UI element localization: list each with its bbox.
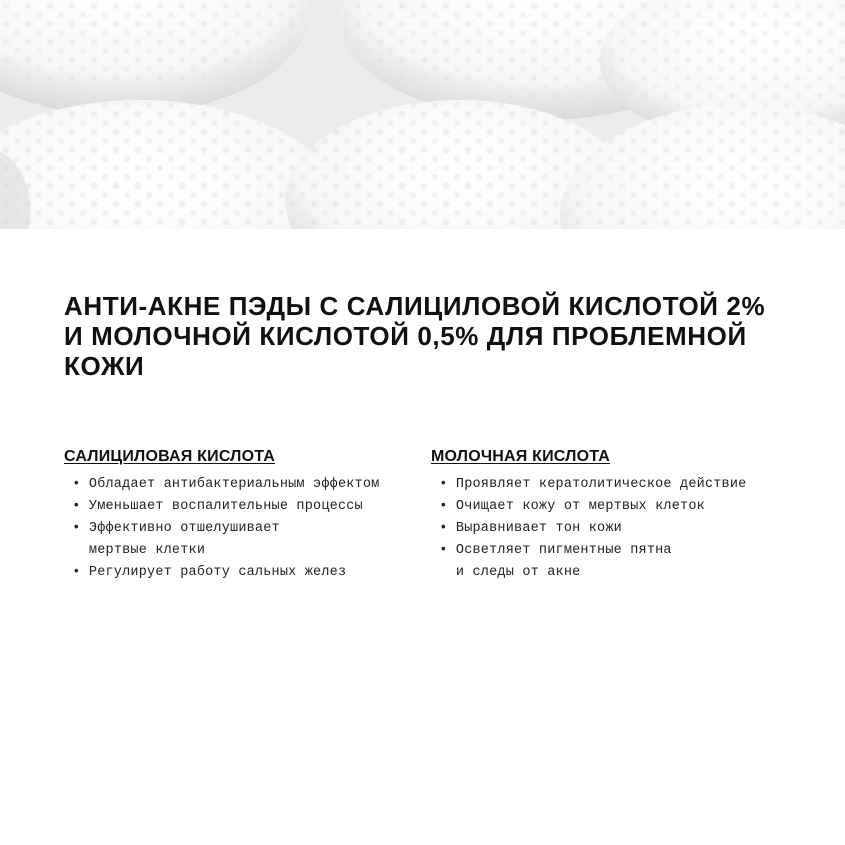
title-line: КОЖИ	[64, 351, 145, 381]
cotton-pads-illustration	[0, 0, 845, 229]
lactic-acid-section	[431, 446, 831, 584]
page-title	[64, 291, 804, 381]
title-line: АНТИ-АКНЕ ПЭДЫ С САЛИЦИЛОВОЙ КИСЛОТОЙ 2%	[64, 291, 766, 321]
benefits-list	[431, 474, 831, 584]
list-item: и следы от акне	[431, 565, 581, 580]
list-item: • Проявляет кератолитическое действие	[431, 477, 747, 492]
list-item: • Обладает антибактериальным эффектом	[64, 477, 380, 492]
list-item: • Очищает кожу от мертвых клеток	[431, 499, 705, 514]
list-item: • Выравнивает тон кожи	[431, 521, 622, 536]
list-item: • Регулирует работу сальных желез	[64, 565, 347, 580]
list-item: мертвые клетки	[64, 543, 206, 558]
benefits-list	[64, 474, 424, 584]
section-heading: САЛИЦИЛОВАЯ КИСЛОТА	[64, 448, 275, 465]
salicylic-acid-section	[64, 446, 424, 584]
section-heading: МОЛОЧНАЯ КИСЛОТА	[431, 448, 610, 465]
list-item: • Осветляет пигментные пятна	[431, 543, 672, 558]
title-line: И МОЛОЧНОЙ КИСЛОТОЙ 0,5% ДЛЯ ПРОБЛЕМНОЙ	[64, 321, 747, 351]
hero-image-cotton-pads	[0, 0, 845, 229]
list-item: • Уменьшает воспалительные процессы	[64, 499, 363, 514]
list-item: • Эффективно отшелушивает	[64, 521, 280, 536]
